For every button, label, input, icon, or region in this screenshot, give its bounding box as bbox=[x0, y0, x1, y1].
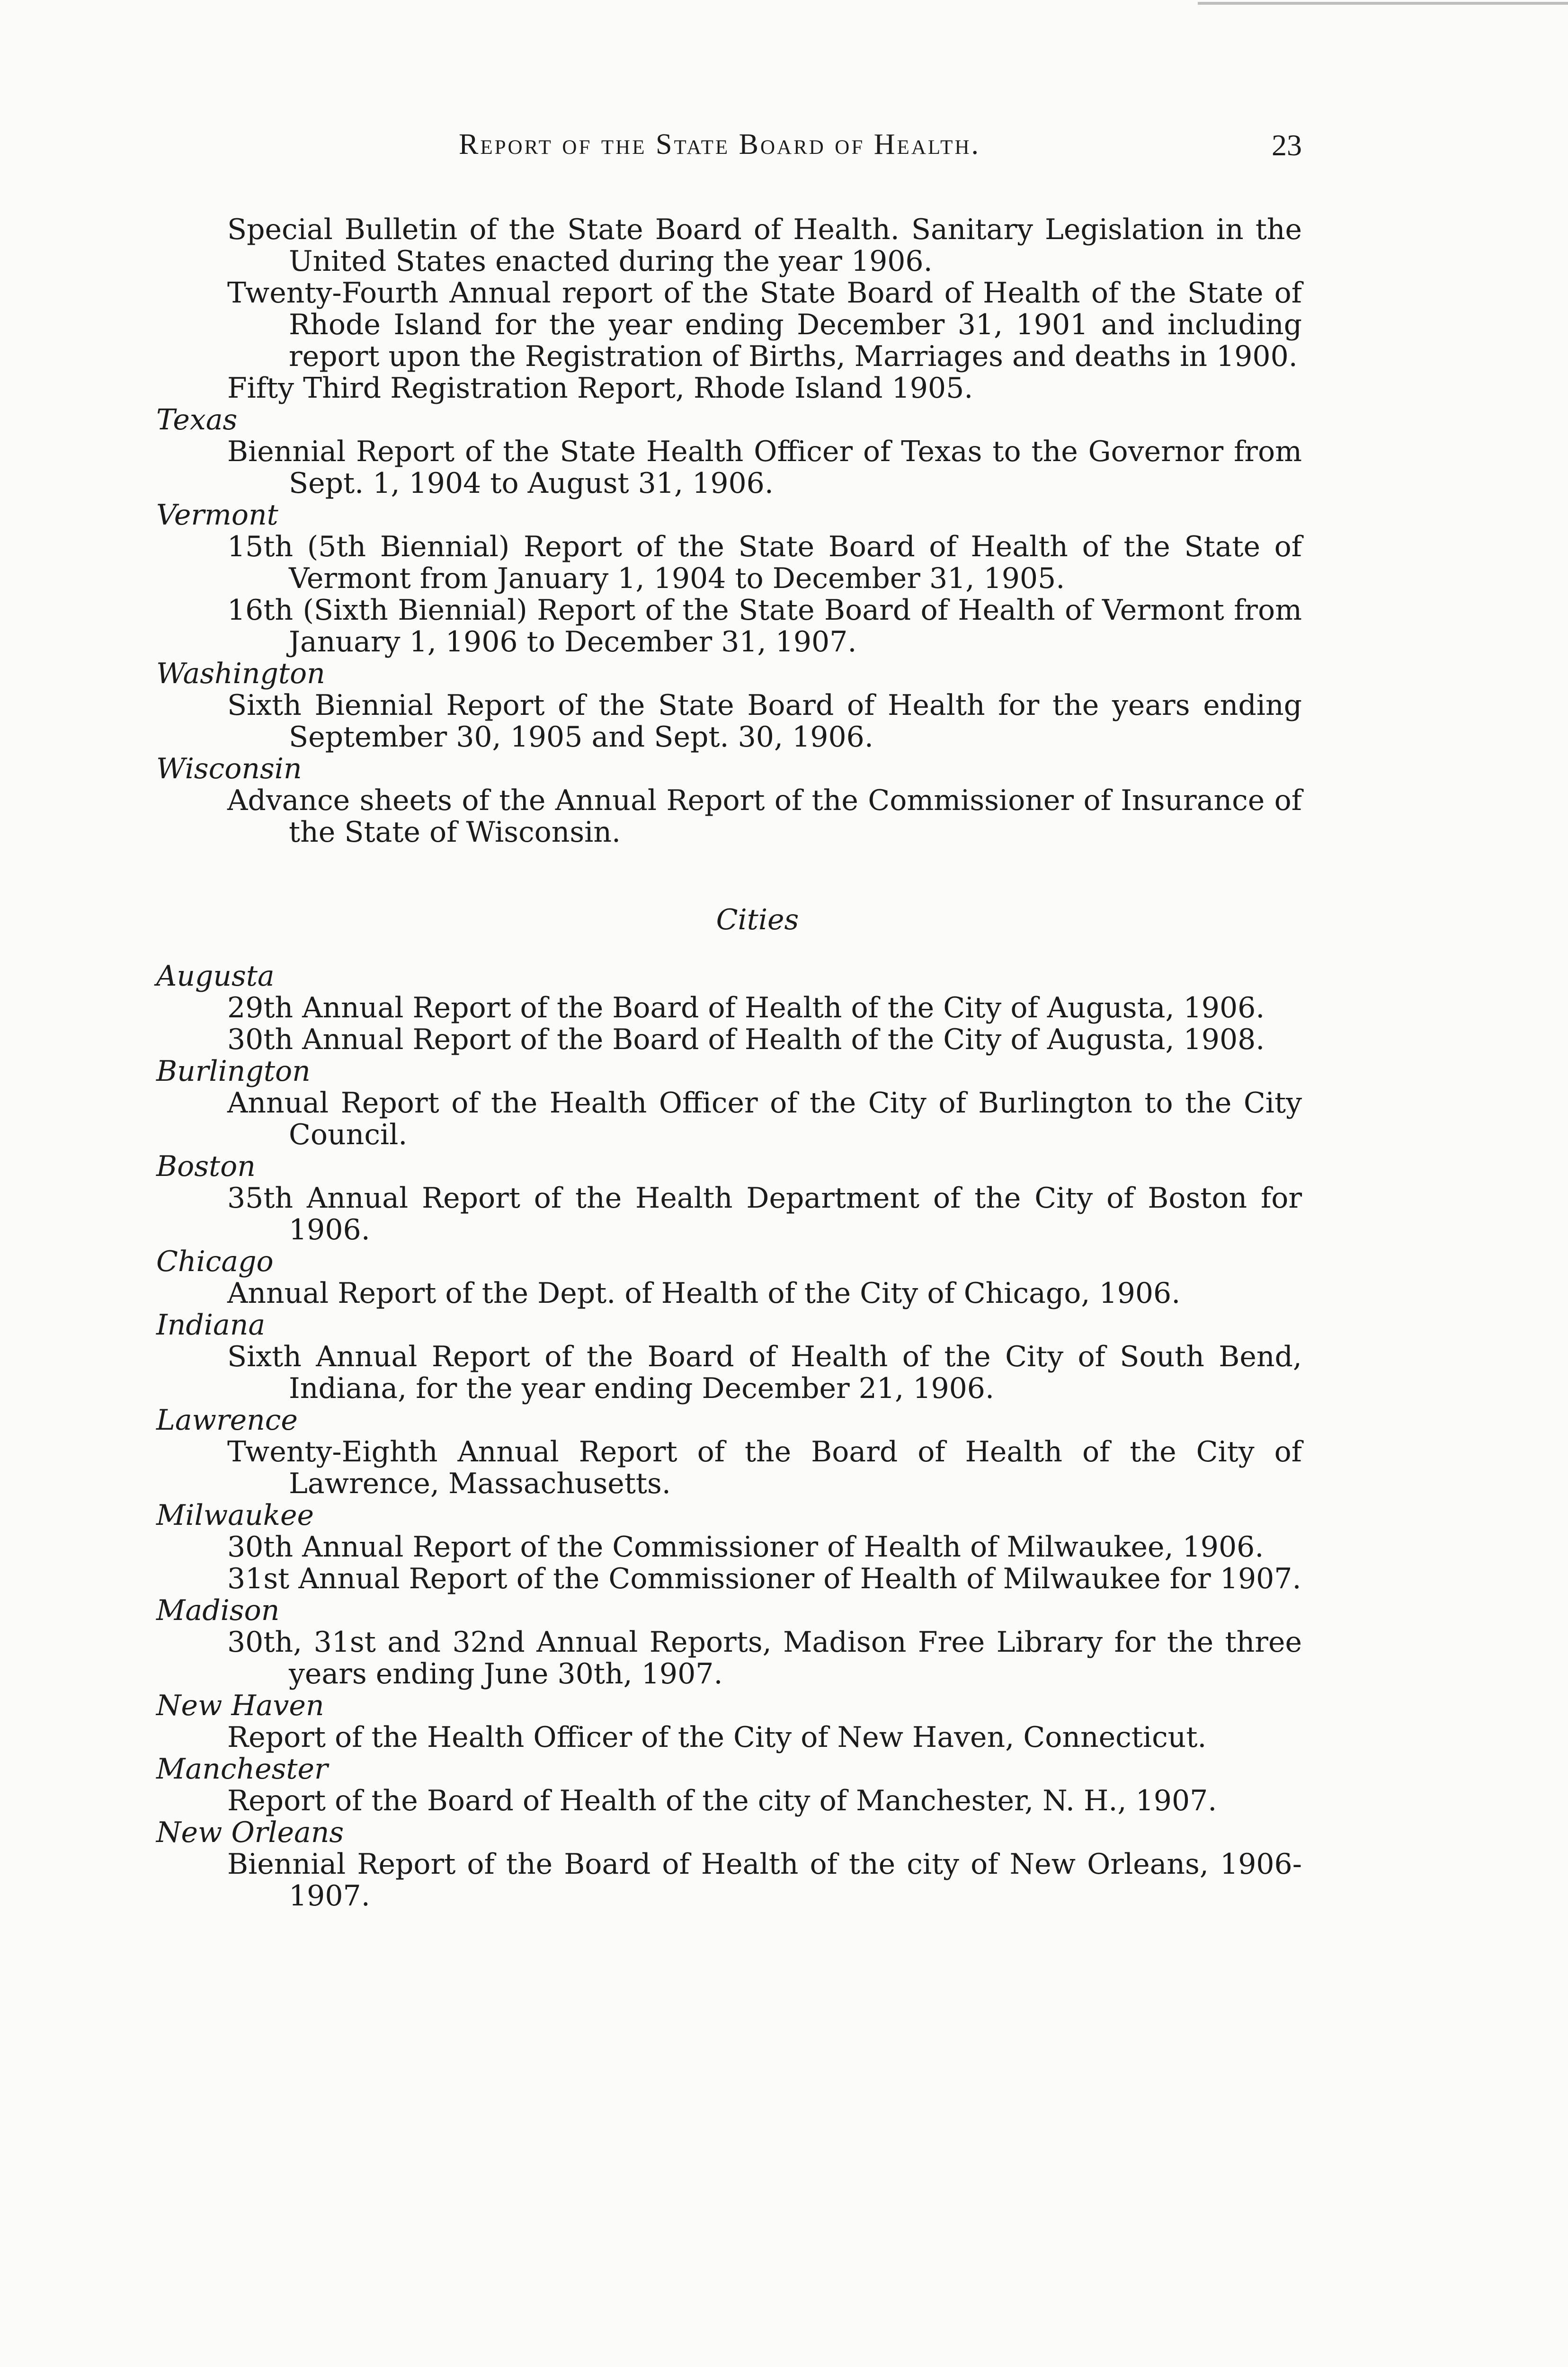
entry: Biennial Report of the Board of Health of the city of New Orleans, 1906-1907. bbox=[227, 1848, 1302, 1913]
running-head bbox=[137, 128, 1302, 170]
entry: Fifty Third Registration Report, Rhode Island 1905. bbox=[227, 372, 973, 405]
entry: Report of the Board of Health of the city of Manchester, N. H., 1907. bbox=[227, 1784, 1217, 1817]
entry: 30th Annual Report of the Commissioner of Health of Milwaukee, 1906. bbox=[227, 1531, 1264, 1564]
place-heading: Milwaukee bbox=[156, 1499, 314, 1532]
place-heading: Wisconsin bbox=[156, 752, 302, 785]
page-number: 23 bbox=[1272, 128, 1302, 162]
place-heading: Augusta bbox=[156, 960, 275, 993]
place-heading: Vermont bbox=[156, 498, 278, 532]
entry: Twenty-Fourth Annual report of the State Board of Health of the State of Rhode Island for the year ending December 31, 1901 and including report upon the Registration of Births, Marriages and deaths in 1900. bbox=[227, 276, 1302, 373]
entry: Sixth Annual Report of the Board of Health of the City of South Bend, Indiana, for the year ending December 21, 1906. bbox=[227, 1340, 1302, 1405]
body-text bbox=[137, 214, 1302, 1912]
entry: 30th Annual Report of the Board of Health of the City of Augusta, 1908. bbox=[227, 1023, 1265, 1056]
place-heading: New Orleans bbox=[156, 1816, 344, 1849]
entry: Annual Report of the Dept. of Health of the City of Chicago, 1906. bbox=[227, 1277, 1181, 1310]
entry: 35th Annual Report of the Health Department of the City of Boston for 1906. bbox=[227, 1182, 1302, 1246]
section-heading: Cities bbox=[716, 903, 799, 936]
entry: 29th Annual Report of the Board of Health of the City of Augusta, 1906. bbox=[227, 991, 1265, 1024]
entry: 30th, 31st and 32nd Annual Reports, Madison Free Library for the three years ending June 30th, 1907. bbox=[227, 1626, 1302, 1691]
entry: Advance sheets of the Annual Report of the Commissioner of Insurance of the State of Wisconsin. bbox=[227, 784, 1302, 849]
place-heading: Chicago bbox=[156, 1245, 274, 1278]
place-heading: Lawrence bbox=[156, 1404, 298, 1437]
place-heading: Manchester bbox=[156, 1753, 328, 1786]
entry: Special Bulletin of the State Board of Health. Sanitary Legislation in the United States enacted during the year 1906. bbox=[227, 213, 1302, 278]
place-heading: Madison bbox=[156, 1594, 280, 1627]
entry: Annual Report of the Health Officer of the City of Burlington to the City Council. bbox=[227, 1086, 1302, 1151]
entry: 15th (5th Biennial) Report of the State Board of Health of the State of Vermont from January 1, 1904 to December 31, 1905. bbox=[227, 530, 1302, 595]
entry: 31st Annual Report of the Commissioner of Health of Milwaukee for 1907. bbox=[227, 1562, 1301, 1595]
entry: Twenty-Eighth Annual Report of the Board of Health of the City of Lawrence, Massachusetts. bbox=[227, 1435, 1302, 1500]
entry: 16th (Sixth Biennial) Report of the State Board of Health of Vermont from January 1, 1906 to December 31, 1907. bbox=[227, 594, 1302, 658]
place-heading: Burlington bbox=[156, 1055, 311, 1088]
running-title: Report of the State Board of Health. bbox=[458, 128, 981, 160]
entry: Sixth Biennial Report of the State Board of Health for the years ending September 30, 1905 and Sept. 30, 1906. bbox=[227, 689, 1302, 754]
place-heading: Washington bbox=[156, 657, 325, 690]
entry: Biennial Report of the State Health Officer of Texas to the Governor from Sept. 1, 1904 to August 31, 1906. bbox=[227, 435, 1302, 500]
place-heading: Boston bbox=[156, 1150, 256, 1183]
place-heading: Indiana bbox=[156, 1308, 266, 1342]
document-page bbox=[137, 0, 1302, 2367]
place-heading: Texas bbox=[156, 403, 238, 436]
entry: Report of the Health Officer of the City of New Haven, Connecticut. bbox=[227, 1721, 1207, 1754]
place-heading: New Haven bbox=[156, 1689, 324, 1722]
